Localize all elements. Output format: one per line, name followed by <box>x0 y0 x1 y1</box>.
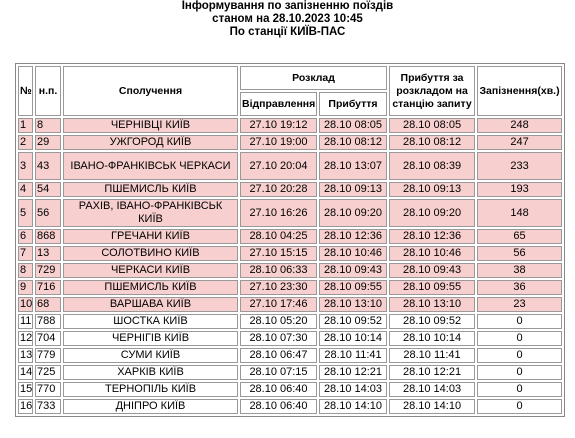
arrival-time: 28.10 13:07 <box>319 152 387 180</box>
scheduled-arrival-time: 28.10 08:12 <box>389 135 475 150</box>
route-name: УЖГОРОД КИЇВ <box>63 135 238 150</box>
route-name: ЧЕРКАСИ КИЇВ <box>63 263 238 278</box>
route-name: РАХІВ, ІВАНО-ФРАНКІВСЬК КИЇВ <box>63 199 238 227</box>
route-name: ХАРКІВ КИЇВ <box>63 365 238 380</box>
table-row <box>18 152 562 180</box>
delay-minutes: 233 <box>477 152 562 180</box>
departure-time: 27.10 19:00 <box>240 135 317 150</box>
departure-time: 28.10 05:20 <box>240 314 317 329</box>
arrival-time: 28.10 10:14 <box>319 331 387 346</box>
train-number: 779 <box>35 348 61 363</box>
arrival-time: 28.10 12:21 <box>319 365 387 380</box>
col-header-route: Сполучення <box>63 66 238 116</box>
scheduled-arrival-time: 28.10 09:52 <box>389 314 475 329</box>
arrival-time: 28.10 08:12 <box>319 135 387 150</box>
row-number: 7 <box>18 246 33 261</box>
scheduled-arrival-time: 28.10 09:55 <box>389 280 475 295</box>
departure-time: 28.10 06:40 <box>240 382 317 397</box>
row-number: 12 <box>20 332 33 344</box>
table-row <box>18 365 562 380</box>
train-number: 770 <box>35 382 61 397</box>
scheduled-arrival-time: 28.10 09:43 <box>389 263 475 278</box>
train-number: 716 <box>35 280 61 295</box>
row-number: 9 <box>18 280 33 295</box>
col-header-arrival: Прибуття <box>319 92 387 116</box>
scheduled-arrival-time: 28.10 08:05 <box>389 118 475 133</box>
departure-time: 27.10 20:28 <box>240 182 317 197</box>
report-station: По станції КИЇВ-ПАС <box>229 26 346 38</box>
table-row <box>18 399 562 414</box>
arrival-time: 28.10 13:10 <box>319 297 387 312</box>
route-name: ГРЕЧАНИ КИЇВ <box>63 229 238 244</box>
departure-time: 28.10 06:47 <box>240 348 317 363</box>
train-number: 729 <box>35 263 61 278</box>
scheduled-arrival-time: 28.10 10:14 <box>389 331 475 346</box>
train-number: 13 <box>35 246 61 261</box>
scheduled-arrival-time: 28.10 14:03 <box>389 382 475 397</box>
scheduled-arrival-time: 28.10 08:39 <box>389 152 475 180</box>
route-name: ТЕРНОПІЛЬ КИЇВ <box>63 382 238 397</box>
arrival-time: 28.10 14:10 <box>319 399 387 414</box>
train-number: 54 <box>35 182 61 197</box>
delay-minutes: 56 <box>477 246 562 261</box>
row-number: 10 <box>20 298 33 310</box>
departure-time: 28.10 06:40 <box>240 399 317 414</box>
row-number: 5 <box>18 199 33 227</box>
table-row <box>18 280 562 295</box>
scheduled-arrival-time: 28.10 11:41 <box>389 348 475 363</box>
route-name: ПШЕМИСЛЬ КИЇВ <box>63 280 238 295</box>
departure-time: 27.10 20:04 <box>240 152 317 180</box>
delay-minutes: 193 <box>477 182 562 197</box>
delay-minutes: 0 <box>477 314 562 329</box>
arrival-time: 28.10 11:41 <box>319 348 387 363</box>
train-number: 725 <box>35 365 61 380</box>
train-number: 68 <box>35 297 61 312</box>
table-row <box>18 297 562 312</box>
delay-minutes: 0 <box>477 331 562 346</box>
departure-time: 27.10 17:46 <box>240 297 317 312</box>
table-row <box>18 331 562 346</box>
arrival-time: 28.10 14:03 <box>319 382 387 397</box>
delay-minutes: 38 <box>477 263 562 278</box>
delay-minutes: 36 <box>477 280 562 295</box>
route-name: ДНІПРО КИЇВ <box>63 399 238 414</box>
row-number: 2 <box>18 135 33 150</box>
delay-minutes: 148 <box>477 199 562 227</box>
route-name: ЧЕРНІВЦІ КИЇВ <box>63 118 238 133</box>
col-header-schedule: Розклад <box>240 66 387 90</box>
row-number: 4 <box>18 182 33 197</box>
delay-minutes: 0 <box>477 399 562 414</box>
delay-minutes: 65 <box>477 229 562 244</box>
table-row <box>18 182 562 197</box>
row-number: 15 <box>20 383 33 395</box>
route-name: ПШЕМИСЛЬ КИЇВ <box>63 182 238 197</box>
row-number: 1 <box>18 118 33 133</box>
train-number: 733 <box>35 399 61 414</box>
arrival-time: 28.10 09:52 <box>319 314 387 329</box>
train-number: 788 <box>35 314 61 329</box>
departure-time: 28.10 04:25 <box>240 229 317 244</box>
departure-time: 27.10 16:26 <box>240 199 317 227</box>
row-number: 8 <box>18 263 33 278</box>
arrival-time: 28.10 09:43 <box>319 263 387 278</box>
table-row <box>18 199 562 227</box>
table-row <box>18 382 562 397</box>
report-title: Інформування по запізненню поїздів <box>181 0 394 12</box>
scheduled-arrival-time: 28.10 14:10 <box>389 399 475 414</box>
delay-minutes: 23 <box>477 297 562 312</box>
delay-minutes: 0 <box>477 365 562 380</box>
arrival-time: 28.10 09:55 <box>319 280 387 295</box>
departure-time: 27.10 23:30 <box>240 280 317 295</box>
route-name: ШОСТКА КИЇВ <box>63 314 238 329</box>
col-header-scheduled-arrival: Прибуття за розкладом на станцію запиту <box>389 66 475 116</box>
report-date: станом на 28.10.2023 10:45 <box>212 13 363 25</box>
delay-minutes: 0 <box>477 348 562 363</box>
row-number: 16 <box>20 400 33 412</box>
row-number: 3 <box>18 152 33 180</box>
train-number: 704 <box>35 331 61 346</box>
row-number: 13 <box>20 349 33 361</box>
report-header <box>0 0 575 39</box>
train-number: 43 <box>35 152 61 180</box>
scheduled-arrival-time: 28.10 13:10 <box>389 297 475 312</box>
table-row <box>18 348 562 363</box>
scheduled-arrival-time: 28.10 09:13 <box>389 182 475 197</box>
train-number: 8 <box>35 118 61 133</box>
table-row <box>18 246 562 261</box>
route-name: ВАРШАВА КИЇВ <box>63 297 238 312</box>
departure-time: 28.10 07:30 <box>240 331 317 346</box>
scheduled-arrival-time: 28.10 12:21 <box>389 365 475 380</box>
table-row <box>18 118 562 133</box>
table-row <box>18 135 562 150</box>
arrival-time: 28.10 12:36 <box>319 229 387 244</box>
arrival-time: 28.10 09:20 <box>319 199 387 227</box>
delay-minutes: 0 <box>477 382 562 397</box>
departure-time: 27.10 19:12 <box>240 118 317 133</box>
col-header-departure: Відправлення <box>240 92 317 116</box>
departure-time: 28.10 07:15 <box>240 365 317 380</box>
row-number: 14 <box>20 366 33 378</box>
table-row <box>18 314 562 329</box>
train-number: 29 <box>35 135 61 150</box>
arrival-time: 28.10 08:05 <box>319 118 387 133</box>
departure-time: 28.10 06:33 <box>240 263 317 278</box>
departure-time: 27.10 15:15 <box>240 246 317 261</box>
col-header-train: н.п. <box>35 66 61 116</box>
route-name: СОЛОТВИНО КИЇВ <box>63 246 238 261</box>
row-number: 6 <box>18 229 33 244</box>
scheduled-arrival-time: 28.10 10:46 <box>389 246 475 261</box>
arrival-time: 28.10 09:13 <box>319 182 387 197</box>
route-name: ІВАНО-ФРАНКІВСЬК ЧЕРКАСИ <box>63 152 238 180</box>
scheduled-arrival-time: 28.10 12:36 <box>389 229 475 244</box>
route-name: ЧЕРНІГІВ КИЇВ <box>63 331 238 346</box>
delay-table <box>15 63 565 417</box>
row-number: 11 <box>20 315 32 327</box>
col-header-number: № <box>18 66 33 116</box>
train-number: 56 <box>35 199 61 227</box>
route-name: СУМИ КИЇВ <box>63 348 238 363</box>
table-row <box>18 263 562 278</box>
arrival-time: 28.10 10:46 <box>319 246 387 261</box>
train-number: 868 <box>35 229 61 244</box>
delay-minutes: 248 <box>477 118 562 133</box>
table-row <box>18 229 562 244</box>
scheduled-arrival-time: 28.10 09:20 <box>389 199 475 227</box>
col-header-delay: Запізнення(хв.) <box>477 66 562 116</box>
delay-minutes: 247 <box>477 135 562 150</box>
